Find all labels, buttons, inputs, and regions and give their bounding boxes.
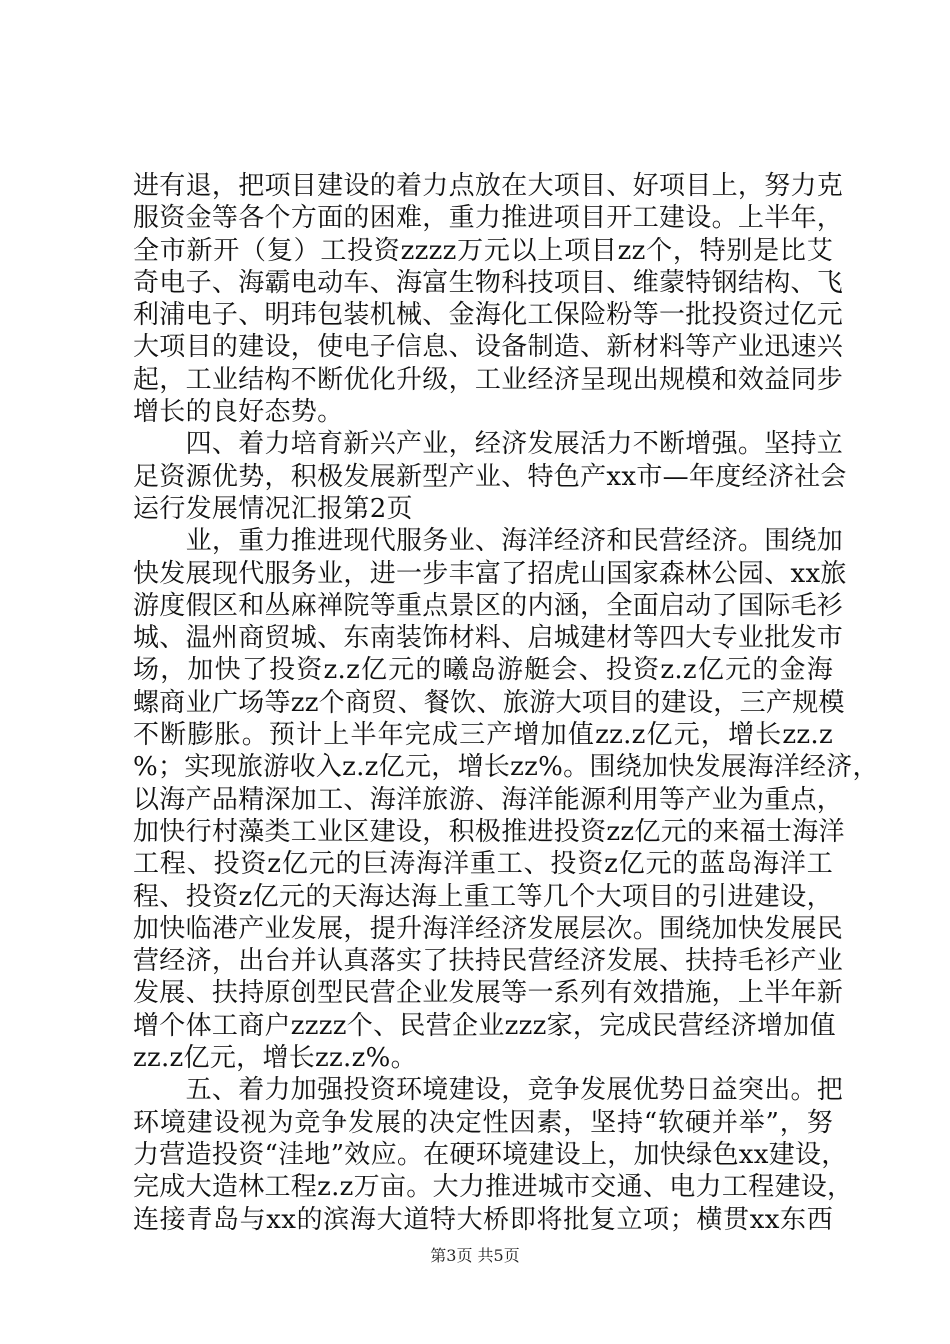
text-line: 快发展现代服务业，进一步丰富了招虎山国家森林公园、xx旅 [133, 558, 847, 589]
text-line: 工程、投资z亿元的巨涛海洋重工、投资z亿元的蓝岛海洋工 [133, 849, 833, 880]
text-line: 足资源优势，积极发展新型产业、特色产xx市—年度经济社会 [133, 461, 847, 492]
text-line: %；实现旅游收入z.z亿元，增长zz%。围绕加快发展海洋经济， [133, 752, 879, 783]
text-line: 力营造投资“洼地”效应。在硬环境建设上，加快绿色xx建设， [133, 1139, 848, 1170]
text-line: 四、着力培育新兴产业，经济发展活力不断增强。坚持立 [133, 429, 844, 460]
text-line: 城、温州商贸城、东南装饰材料、启城建材等四大专业批发市 [133, 623, 844, 654]
text-line: 场，加快了投资z.z亿元的曦岛游艇会、投资z.z亿元的金海 [133, 655, 833, 686]
text-line: 大项目的建设，使电子信息、设备制造、新材料等产业迅速兴 [133, 332, 844, 363]
text-line: 业，重力推进现代服务业、海洋经济和民营经济。围绕加 [133, 526, 844, 557]
text-line: 起，工业结构不断优化升级，工业经济呈现出规模和效益同步 [133, 364, 844, 395]
text-line: 全市新开（复）工投资zzzz万元以上项目zz个，特别是比艾 [133, 235, 833, 266]
text-line: 运行发展情况汇报第2页 [133, 493, 413, 524]
page-number-footer: 第3页 共5页 [430, 1246, 520, 1265]
text-line: 增个体工商户zzzz个、民营企业zzz家，完成民营经济增加值 [133, 1010, 836, 1041]
text-line: 利浦电子、明玮包装机械、金海化工保险粉等一批投资过亿元 [133, 300, 844, 331]
text-line: 不断膨胀。预计上半年完成三产增加值zz.z亿元，增长zz.z [133, 720, 833, 751]
text-line: zz.z亿元，增长zz.z%。 [133, 1043, 417, 1074]
text-line: 五、着力加强投资环境建设，竞争发展优势日益突出。把 [133, 1075, 844, 1106]
text-line: 游度假区和丛麻禅院等重点景区的内涵，全面启动了国际毛衫 [133, 590, 844, 621]
text-line: 发展、扶持原创型民营企业发展等一系列有效措施，上半年新 [133, 978, 844, 1009]
text-line: 程、投资z亿元的天海达海上重工等几个大项目的引进建设， [133, 881, 833, 912]
text-line: 螺商业广场等zz个商贸、餐饮、旅游大项目的建设，三产规模 [133, 687, 845, 718]
text-line: 进有退，把项目建设的着力点放在大项目、好项目上，努力克 [133, 171, 844, 201]
document-body [133, 170, 879, 1236]
text-line: 环境建设视为竞争发展的决定性因素，坚持“软硬并举”，努 [133, 1107, 833, 1138]
text-line: 加快临港产业发展，提升海洋经济发展层次。围绕加快发展民 [133, 913, 844, 944]
text-line: 连接青岛与xx的滨海大道特大桥即将批复立项；横贯xx东西 [133, 1204, 833, 1235]
text-line: 加快行村藻类工业区建设，积极推进投资zz亿元的来福士海洋 [133, 816, 845, 847]
text-line: 完成大造林工程z.z万亩。大力推进城市交通、电力工程建设， [133, 1172, 854, 1203]
text-line: 奇电子、海霸电动车、海富生物科技项目、维蒙特钢结构、飞 [133, 267, 844, 298]
text-line: 服资金等各个方面的困难，重力推进项目开工建设。上半年， [133, 203, 844, 234]
text-line: 增长的良好态势。 [133, 397, 344, 428]
text-line: 以海产品精深加工、海洋旅游、海洋能源利用等产业为重点， [133, 784, 844, 815]
text-line: 营经济，出台并认真落实了扶持民营经济发展、扶持毛衫产业 [133, 946, 844, 977]
